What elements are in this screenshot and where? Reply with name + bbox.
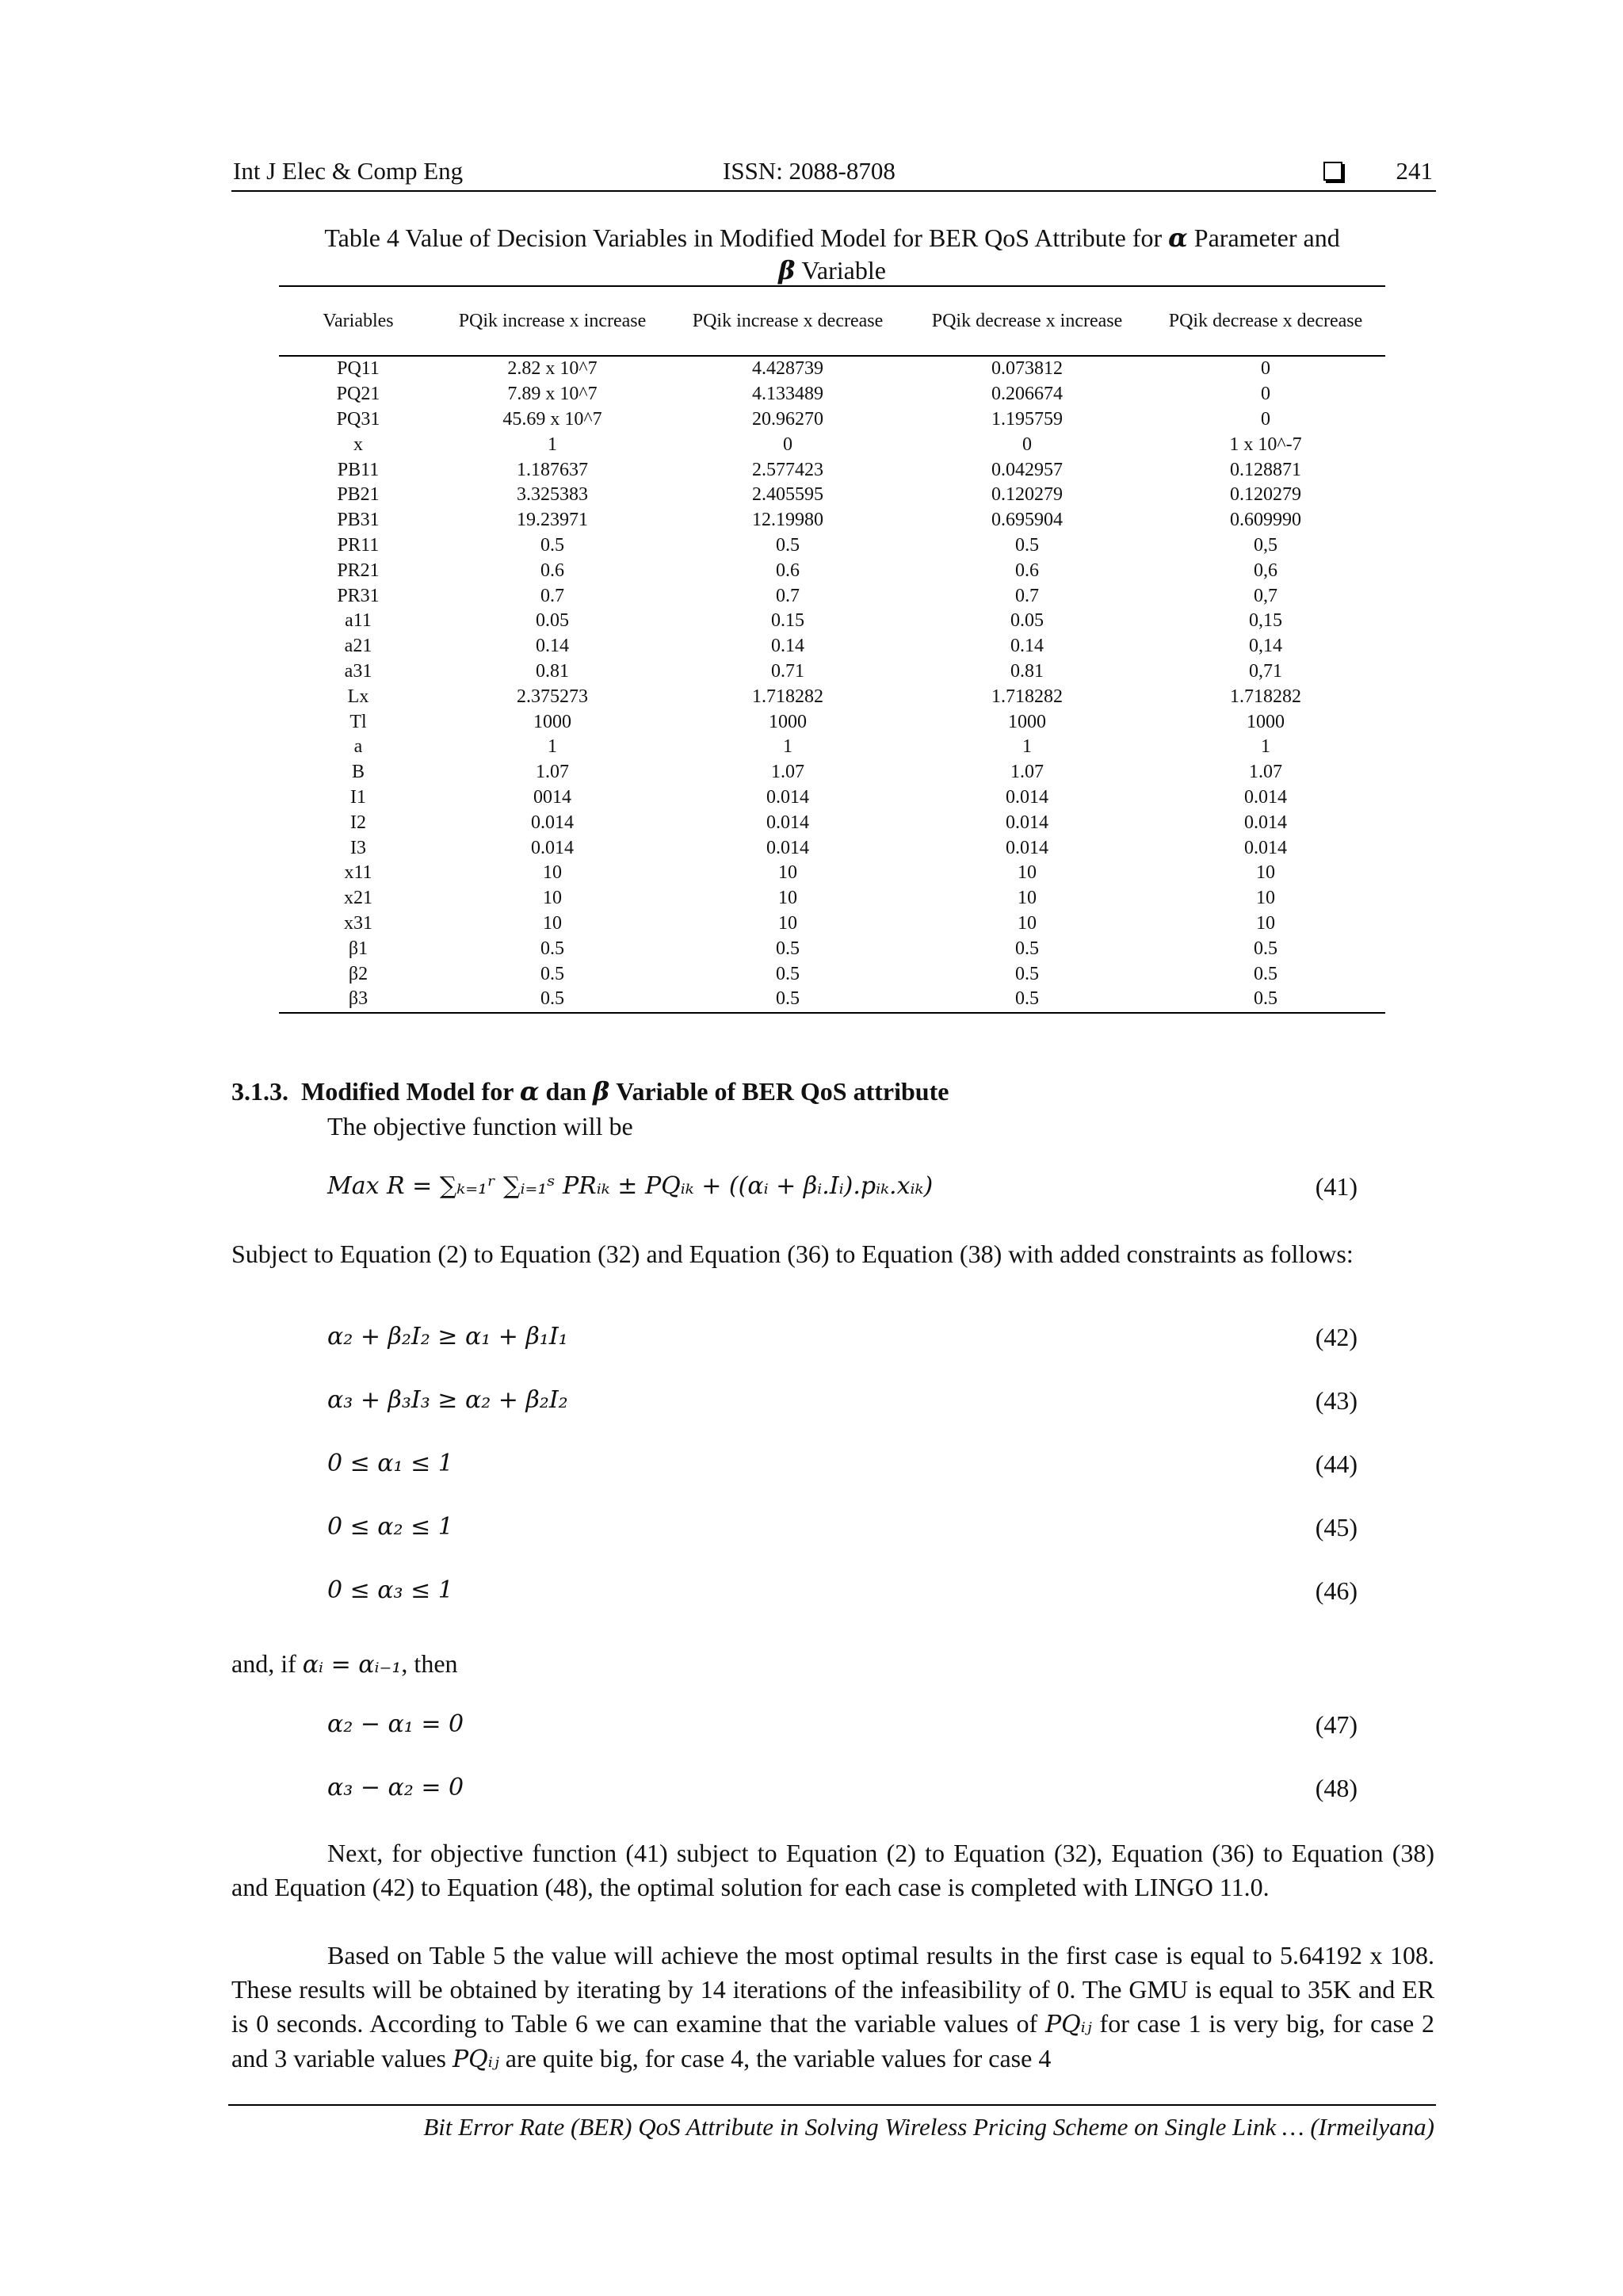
table-row [279, 382, 1385, 407]
value-cell: 0 [1261, 384, 1270, 405]
column-header: PQik increase x increase [458, 310, 647, 331]
and-if-prefix: and, if [231, 1649, 303, 1678]
equation-number: (44) [1315, 1450, 1358, 1478]
variable-name-cell: PR31 [337, 585, 380, 606]
box-icon [1323, 162, 1342, 181]
equation-line [327, 1710, 1358, 1745]
equation-expr: α₃ − α₂ = 0 [327, 1774, 464, 1801]
paragraph-2-part-c: are quite big, for case 4, the variable values for case 4 [498, 2044, 1052, 2073]
table-row [279, 987, 1385, 1013]
value-cell: 10 [778, 888, 797, 909]
value-cell: 0.5 [776, 938, 800, 959]
value-cell: 0.120279 [991, 484, 1063, 506]
equation-line [327, 1450, 1358, 1484]
value-cell: 10 [778, 862, 797, 884]
value-cell: 12.19980 [752, 510, 823, 531]
table-row [279, 735, 1385, 760]
caption-alpha: α [1168, 223, 1188, 253]
value-cell: 0.5 [540, 534, 564, 556]
column-header: PQik decrease x decrease [1168, 310, 1363, 331]
and-if-expr: αᵢ = αᵢ₋₁ [302, 1651, 402, 1679]
value-cell: 0.5 [540, 988, 564, 1010]
page-number: 241 [1396, 157, 1433, 185]
table-row [279, 558, 1385, 583]
value-cell: 3.325383 [517, 484, 588, 506]
value-cell: 0,6 [1254, 560, 1277, 581]
journal-name: Int J Elec & Comp Eng [233, 157, 464, 185]
value-cell: 1.195759 [991, 408, 1063, 430]
column-header: PQik increase x decrease [692, 310, 884, 331]
value-cell: 10 [1256, 862, 1275, 884]
equation-line [327, 1386, 1358, 1421]
variable-name-cell: PB21 [337, 484, 380, 506]
equation-line [327, 1513, 1358, 1548]
value-cell: 0.5 [776, 963, 800, 984]
table-row [279, 533, 1385, 559]
value-cell: 1.718282 [752, 686, 823, 707]
variable-name-cell: x21 [344, 888, 372, 909]
value-cell: 1 [548, 434, 557, 455]
variable-name-cell: a [353, 736, 363, 758]
variable-name-cell: I3 [350, 837, 366, 858]
value-cell: 0.6 [540, 560, 564, 581]
section-title-a: Modified Model for [301, 1077, 514, 1106]
value-cell: 0014 [533, 786, 571, 808]
table-row [279, 483, 1385, 508]
value-cell: 1000 [769, 711, 807, 732]
running-footer: Bit Error Rate (BER) QoS Attribute in Solving Wireless Pricing Scheme on Single Link … (Irmeilyana) [423, 2113, 1434, 2141]
value-cell: 0.5 [1015, 963, 1039, 984]
value-cell: 0.014 [1006, 812, 1048, 833]
value-cell: 10 [1256, 888, 1275, 909]
equation-line [327, 1323, 1358, 1358]
paragraph-1: Next, for objective function (41) subject to Equation (2) to Equation (32), Equation (36) to Equation (38) and Equation (42) to Equation (48), the optimal solution for each case is completed with LINGO 11.0. [231, 1839, 1434, 1901]
value-cell: 0.7 [776, 585, 800, 606]
value-cell: 0.014 [1244, 786, 1287, 808]
value-cell: 0.6 [776, 560, 800, 581]
equation-line [327, 1576, 1358, 1611]
variable-name-cell: Lx [347, 686, 369, 707]
variable-name-cell: I2 [350, 812, 366, 833]
and-if-line [231, 1647, 458, 1682]
value-cell: 0.5 [1254, 988, 1277, 1010]
value-cell: 0.7 [540, 585, 564, 606]
variable-name-cell: Tl [349, 711, 367, 732]
value-cell: 1.718282 [1230, 686, 1301, 707]
value-cell: 0 [783, 434, 792, 455]
variable-name-cell: PR21 [337, 560, 380, 581]
value-cell: 1000 [1247, 711, 1285, 732]
section-beta: β [593, 1076, 610, 1106]
value-cell: 0.14 [536, 636, 569, 657]
value-cell: 0,5 [1254, 534, 1277, 556]
table-row [279, 634, 1385, 659]
table-row [279, 609, 1385, 634]
value-cell: 0.5 [776, 988, 800, 1010]
table-body [279, 356, 1385, 1013]
value-cell: 0.05 [536, 610, 569, 632]
value-cell: 0,7 [1254, 585, 1277, 606]
table-row [279, 583, 1385, 609]
value-cell: 0.5 [776, 534, 800, 556]
column-header: PQik decrease x increase [931, 310, 1123, 331]
value-cell: 0.014 [766, 837, 809, 858]
equation-41 [327, 1172, 1358, 1207]
value-cell: 0.71 [771, 660, 804, 682]
value-cell: 10 [1018, 888, 1037, 909]
value-cell: 0.81 [536, 660, 569, 682]
equation-41-expr: Max R = ∑ₖ₌₁ʳ ∑ᵢ₌₁ˢ PRᵢₖ ± PQᵢₖ + ((αᵢ + βᵢ.Iᵢ).pᵢₖ.xᵢₖ) [327, 1172, 934, 1200]
value-cell: 0.695904 [991, 510, 1063, 531]
equation-number: (43) [1315, 1386, 1358, 1415]
variable-name-cell: I1 [350, 786, 366, 808]
section-heading [231, 1076, 949, 1106]
value-cell: 0 [1261, 358, 1270, 380]
column-header: Variables [323, 310, 394, 331]
value-cell: 0.5 [1254, 963, 1277, 984]
table-row [279, 861, 1385, 886]
value-cell: 0 [1261, 408, 1270, 430]
paragraph-2-part-b: for case 1 is very big, for case 2 and 3 variable values [231, 2009, 1435, 2073]
caption-line2: Variable [801, 256, 886, 285]
value-cell: 0.042957 [991, 459, 1063, 480]
value-cell: 0.5 [1015, 938, 1039, 959]
value-cell: 2.577423 [752, 459, 823, 480]
subject-to-text: Subject to Equation (2) to Equation (32) and Equation (36) to Equation (38) with added constraints as follows: [231, 1240, 1354, 1268]
section-title-b: dan [545, 1077, 587, 1106]
caption-mid: Parameter and [1193, 223, 1340, 252]
value-cell: 0.15 [771, 610, 804, 632]
variable-name-cell: B [351, 762, 365, 783]
value-cell: 0 [1022, 434, 1032, 455]
equation-number: (47) [1315, 1710, 1358, 1739]
table-caption [277, 222, 1387, 287]
table-row [279, 760, 1385, 785]
paragraph-2 [231, 1939, 1434, 2076]
value-cell: 0.81 [1010, 660, 1044, 682]
value-cell: 2.82 x 10^7 [507, 358, 598, 380]
value-cell: 4.133489 [752, 384, 823, 405]
section-alpha: α [519, 1076, 540, 1106]
value-cell: 1 [1022, 736, 1032, 758]
value-cell: 0.5 [1015, 988, 1039, 1010]
equation-number: (48) [1315, 1774, 1358, 1802]
variable-name-cell: PQ11 [337, 358, 380, 380]
variable-name-cell: PQ31 [336, 408, 380, 430]
variable-name-cell: PB11 [337, 459, 380, 480]
value-cell: 0.014 [531, 837, 574, 858]
table-row [279, 886, 1385, 911]
paragraph-2-part-a: Based on Table 5 the value will achieve the most optimal results in the first case is equal to 5.64192 x 108. These results will be obtained by iterating by 14 iterations of the infeasibility of 0. The GMU is equal to 35K and ER is 0 seconds. According to Table 6 we can examine that the variable values of [231, 1941, 1434, 2038]
value-cell: 2.375273 [517, 686, 588, 707]
value-cell: 1.07 [771, 762, 804, 783]
and-if-suffix: , then [401, 1649, 458, 1678]
value-cell: 0,71 [1249, 660, 1282, 682]
running-header [231, 155, 1436, 192]
table-row [279, 961, 1385, 987]
value-cell: 10 [543, 912, 562, 934]
value-cell: 45.69 x 10^7 [502, 408, 602, 430]
variable-name-cell: PQ21 [336, 384, 380, 405]
table-row [279, 709, 1385, 735]
equation-number: (45) [1315, 1513, 1358, 1541]
issn: ISSN: 2088-8708 [723, 157, 896, 185]
value-cell: 10 [778, 912, 797, 934]
value-cell: 19.23971 [517, 510, 588, 531]
value-cell: 2.405595 [752, 484, 823, 506]
variable-name-cell: PB31 [337, 510, 380, 531]
equation-expr: 0 ≤ α₂ ≤ 1 [327, 1513, 453, 1541]
equation-number: (42) [1315, 1323, 1358, 1351]
table-row [279, 659, 1385, 685]
variable-name-cell: a21 [344, 636, 372, 657]
value-cell: 1 [548, 736, 557, 758]
equation-line [327, 1774, 1358, 1809]
variable-name-cell: x31 [344, 912, 372, 934]
value-cell: 1.07 [1249, 762, 1282, 783]
value-cell: 0.014 [766, 812, 809, 833]
equation-expr: 0 ≤ α₁ ≤ 1 [327, 1450, 453, 1477]
pq-ij-symbol: PQᵢⱼ [1044, 2011, 1092, 2038]
value-cell: 0,15 [1249, 610, 1282, 632]
value-cell: 1.187637 [517, 459, 588, 480]
value-cell: 0.5 [1254, 938, 1277, 959]
value-cell: 1.07 [1010, 762, 1044, 783]
equation-expr: α₃ + β₃I₃ ≥ α₂ + β₂I₂ [327, 1386, 568, 1414]
value-cell: 10 [543, 888, 562, 909]
value-cell: 0.014 [531, 812, 574, 833]
value-cell: 0.206674 [991, 384, 1063, 405]
value-cell: 0.14 [771, 636, 804, 657]
value-cell: 7.89 x 10^7 [507, 384, 598, 405]
table-row [279, 684, 1385, 709]
table-row [279, 457, 1385, 483]
value-cell: 0.073812 [991, 358, 1063, 380]
equation-expr: α₂ − α₁ = 0 [327, 1710, 464, 1738]
value-cell: 0.120279 [1230, 484, 1301, 506]
value-cell: 0.014 [1244, 812, 1287, 833]
table-row [279, 785, 1385, 811]
value-cell: 1000 [1008, 711, 1046, 732]
decision-variables-table [279, 285, 1385, 1014]
value-cell: 0.609990 [1230, 510, 1301, 531]
table-row [279, 810, 1385, 835]
value-cell: 0.128871 [1230, 459, 1301, 480]
variable-name-cell: PR11 [337, 534, 380, 556]
table-row [279, 407, 1385, 433]
value-cell: 10 [1018, 912, 1037, 934]
variable-name-cell: β2 [348, 963, 369, 984]
table-row [279, 936, 1385, 961]
equation-expr: α₂ + β₂I₂ ≥ α₁ + β₁I₁ [327, 1323, 568, 1350]
value-cell: 0.5 [1015, 534, 1039, 556]
value-cell: 1 [783, 736, 792, 758]
value-cell: 1 [1261, 736, 1270, 758]
table-row [279, 835, 1385, 861]
value-cell: 0.014 [1006, 837, 1048, 858]
variable-name-cell: β3 [348, 988, 369, 1010]
variable-name-cell: a11 [345, 610, 372, 632]
variable-name-cell: x [353, 434, 363, 455]
value-cell: 10 [1256, 912, 1275, 934]
value-cell: 0.5 [540, 938, 564, 959]
caption-line1: Table 4 Value of Decision Variables in Modified Model for BER QoS Attribute for [324, 223, 1163, 252]
value-cell: 0.7 [1015, 585, 1039, 606]
table-header-row [279, 286, 1385, 356]
table-row [279, 356, 1385, 382]
value-cell: 1 x 10^-7 [1229, 434, 1302, 455]
value-cell: 1.07 [536, 762, 569, 783]
objective-intro: The objective function will be [327, 1112, 633, 1140]
value-cell: 0,14 [1249, 636, 1282, 657]
equation-number: (46) [1315, 1576, 1358, 1605]
value-cell: 0.14 [1010, 636, 1044, 657]
value-cell: 0.5 [540, 963, 564, 984]
equation-41-number: (41) [1315, 1172, 1358, 1201]
value-cell: 1000 [533, 711, 571, 732]
value-cell: 1.718282 [991, 686, 1063, 707]
value-cell: 0.014 [1006, 786, 1048, 808]
footer-rule [228, 2104, 1436, 2106]
section-number: 3.1.3. [231, 1077, 288, 1106]
variable-name-cell: a31 [344, 660, 372, 682]
section-title-c: Variable of BER QoS attribute [616, 1077, 949, 1106]
table-row [279, 432, 1385, 457]
table-row [279, 508, 1385, 533]
value-cell: 0.6 [1015, 560, 1039, 581]
value-cell: 10 [1018, 862, 1037, 884]
value-cell: 0.014 [766, 786, 809, 808]
equation-expr: 0 ≤ α₃ ≤ 1 [327, 1576, 453, 1604]
table-row [279, 911, 1385, 937]
variable-name-cell: x11 [344, 862, 372, 884]
value-cell: 10 [543, 862, 562, 884]
value-cell: 0.014 [1244, 837, 1287, 858]
caption-beta: β [778, 255, 796, 285]
value-cell: 4.428739 [752, 358, 823, 380]
value-cell: 0.05 [1010, 610, 1044, 632]
pq-ij-symbol-2: PQᵢⱼ [453, 2046, 499, 2073]
value-cell: 20.96270 [752, 408, 823, 430]
variable-name-cell: β1 [348, 938, 369, 959]
